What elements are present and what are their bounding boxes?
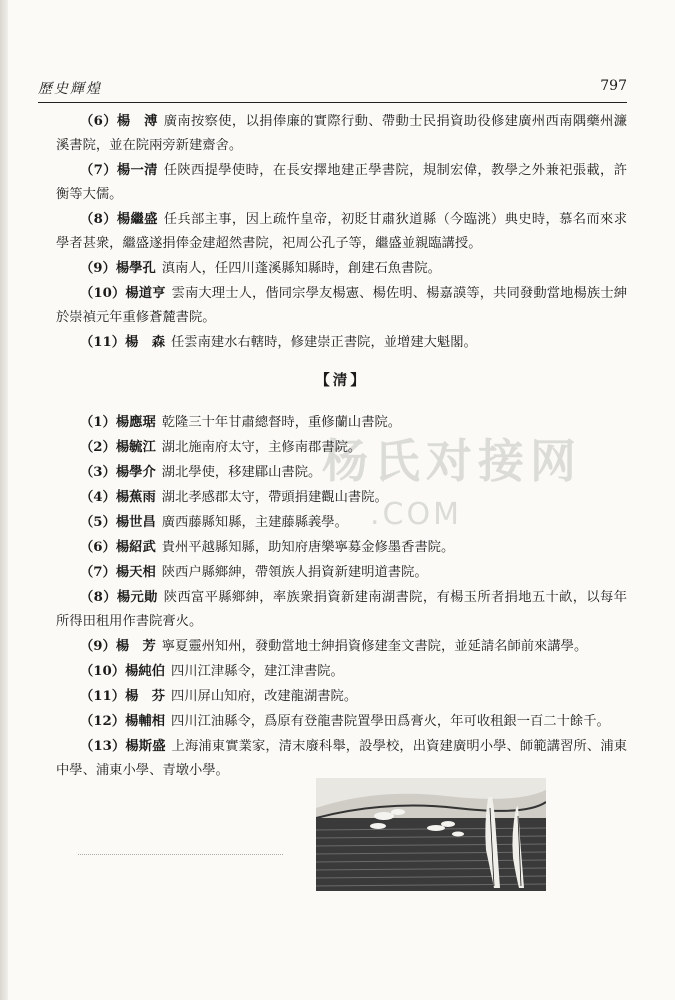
- entry-number: （7）: [80, 163, 117, 178]
- entry-text: 任陝西提學使時，在長安擇地建正學書院，規制宏偉，教學之外兼祀張載，許衡等大儒。: [56, 163, 627, 202]
- entry-text: 陝西户縣鄉紳，帶領族人捐資新建明道書院。: [161, 565, 428, 580]
- entry-text: 陝西富平縣鄉紳，率族衆捐資新建南湖書院，有楊玉所者捐地五十畝，以每年所得田租用作書院膏火。: [56, 590, 627, 629]
- entry-name: 楊輔相: [125, 714, 165, 729]
- entry: [56, 159, 627, 207]
- faint-rule: [78, 854, 283, 855]
- entry-text: 湖北施南府太守，主修南郡書院。: [161, 440, 362, 455]
- entry-name: 楊學孔: [115, 261, 156, 276]
- entry-number: （1）: [80, 415, 116, 430]
- entry-name: 楊道亨: [125, 286, 166, 301]
- entry-name: 楊 森: [125, 335, 165, 350]
- entry: [56, 208, 627, 256]
- entry: [56, 660, 627, 684]
- page-body: [56, 110, 627, 784]
- entry: [56, 110, 627, 158]
- entry-text: 湖北孝感郡太守，帶頭捐建觀山書院。: [161, 490, 388, 505]
- entry-text: 滇南人，任四川蓬溪縣知縣時，創建石魚書院。: [161, 261, 441, 276]
- entry-name: 楊世昌: [115, 515, 156, 530]
- entry-number: （13）: [80, 739, 126, 754]
- entry: [56, 257, 627, 281]
- entry-number: （2）: [80, 440, 116, 455]
- header-rule: [38, 102, 627, 103]
- entry-number: （12）: [80, 714, 126, 729]
- entry-number: （3）: [80, 465, 116, 480]
- entry-text: 貴州平越縣知縣，助知府唐樂寧募金修墨香書院。: [161, 540, 455, 555]
- entry-text: 廣南按察使，以捐俸廉的實際行動、帶動士民捐資助役修建廣州西南隅藥州濂溪書院，並在院兩旁新建齋舍。: [56, 114, 627, 153]
- entry-text: 雲南大理士人，偕同宗學友楊憲、楊佐明、楊嘉謨等，共同發動當地楊族士紳於崇禎元年重修蒼麓書院。: [56, 286, 628, 325]
- running-title: 歷史輝煌: [38, 81, 102, 97]
- scan-edge-shadow: [0, 0, 8, 1000]
- entry: [56, 635, 627, 659]
- entry: [56, 735, 627, 783]
- entry: [56, 511, 627, 535]
- entry: [56, 536, 627, 560]
- entry-name: 楊一清: [116, 163, 158, 178]
- entry: [56, 411, 627, 435]
- entry: [56, 586, 627, 634]
- entry-name: 楊 芬: [125, 689, 165, 704]
- entry: [56, 331, 627, 355]
- entries-ming: [56, 110, 627, 355]
- entry-number: （7）: [80, 565, 116, 580]
- entry-name: 楊元勛: [116, 590, 158, 605]
- entry: [56, 710, 627, 734]
- illustration-image: [316, 778, 546, 891]
- entry-text: 寧夏靈州知州，發動當地士紳捐資修建奎文書院，並延請名師前來講學。: [161, 639, 588, 654]
- entry-number: （11）: [80, 335, 126, 350]
- entry-name: 楊應琚: [115, 415, 156, 430]
- entry: [56, 282, 627, 330]
- entry-number: （4）: [80, 490, 116, 505]
- entry-text: 四川江油縣令，爲原有登龍書院置學田爲膏火，年可收租銀一百二十餘千。: [171, 714, 610, 729]
- entry-name: 楊斯盛: [125, 739, 166, 754]
- entry: [56, 685, 627, 709]
- woodcut-illustration: [316, 778, 546, 891]
- entry-name: 楊 芳: [115, 639, 156, 654]
- section-title-qing: 【清】: [315, 372, 368, 389]
- entry-text: 四川江津縣令，建江津書院。: [171, 664, 344, 679]
- entries-qing: [56, 411, 627, 783]
- page-number: 797: [600, 78, 627, 94]
- entry-number: （6）: [80, 540, 116, 555]
- entry-name: 楊蕉雨: [115, 490, 156, 505]
- entry: [56, 461, 627, 485]
- entry-name: 楊紹武: [115, 540, 156, 555]
- entry: [56, 436, 627, 460]
- page-header: [38, 78, 627, 100]
- entry-name: 楊 溥: [116, 114, 158, 129]
- entry-text: 廣西藤縣知縣，主建藤縣義學。: [161, 515, 348, 530]
- entry: [56, 561, 627, 585]
- entry-number: （10）: [80, 286, 126, 301]
- entry-name: 楊學介: [115, 465, 156, 480]
- entry-text: 四川屏山知府，改建龍湖書院。: [171, 689, 358, 704]
- entry-text: 任兵部主事，因上疏忤皇帝，初貶甘肅狄道縣（今臨洮）典史時，慕名而來求學者甚衆，繼盛遂捐俸金建超然書院，祀周公孔子等，繼盛並親臨講授。: [56, 212, 627, 251]
- entry-text: 上海浦東實業家，清末廢科舉，設學校，出資建廣明小學、師範講習所、浦東中學、浦東小學、青墩小學。: [56, 739, 628, 778]
- entry-name: 楊毓江: [115, 440, 156, 455]
- entry-number: （6）: [80, 114, 117, 129]
- entry-number: （5）: [80, 515, 116, 530]
- entry-name: 楊純伯: [125, 664, 165, 679]
- entry-number: （9）: [80, 639, 116, 654]
- entry-number: （11）: [80, 689, 126, 704]
- entry-number: （10）: [80, 664, 126, 679]
- entry-name: 楊繼盛: [116, 212, 158, 227]
- entry-number: （9）: [80, 261, 116, 276]
- entry-text: 任雲南建水右轄時，修建崇正書院，並增建大魁閣。: [171, 335, 477, 350]
- entry-name: 楊天相: [115, 565, 156, 580]
- watermark-text: 杨氏对接网: [322, 434, 582, 488]
- entry-text: 湖北學使，移建郿山書院。: [161, 465, 322, 480]
- entry-text: 乾隆三十年甘肅總督時，重修蘭山書院。: [161, 415, 402, 430]
- entry-number: （8）: [80, 590, 117, 605]
- entry: [56, 486, 627, 510]
- watermark-domain: .COM: [370, 497, 462, 532]
- entry-number: （8）: [80, 212, 117, 227]
